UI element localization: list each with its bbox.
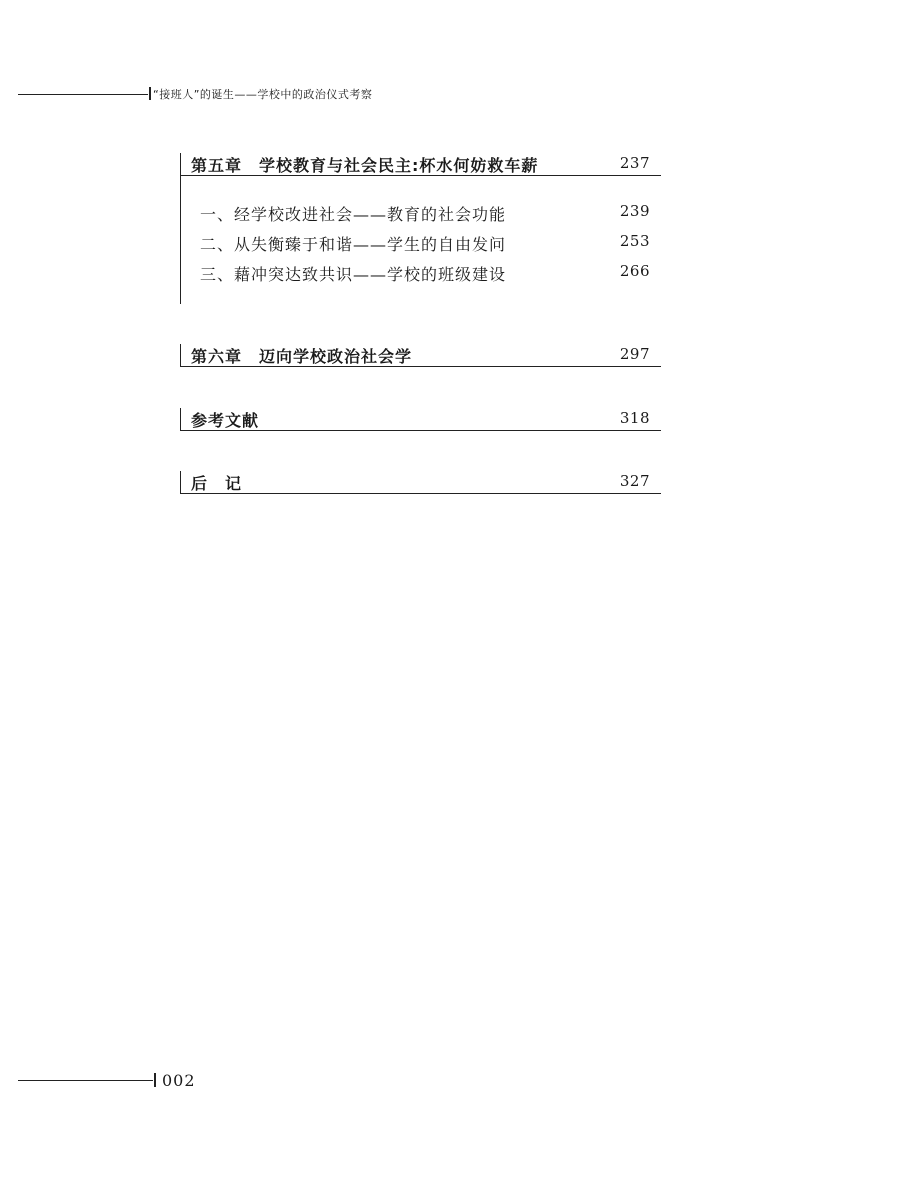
header-rule xyxy=(18,94,148,95)
chapter-page-number: 237 xyxy=(619,154,650,172)
section-page-number: 266 xyxy=(619,262,650,280)
page-folio: 002 xyxy=(162,1071,196,1090)
running-header: “接班人”的诞生——学校中的政治仪式考察 xyxy=(153,88,373,101)
chapter-side-bar xyxy=(180,175,181,304)
chapter-page-number: 318 xyxy=(619,409,650,427)
chapter-page-number: 297 xyxy=(619,345,650,363)
header-tick xyxy=(149,87,151,100)
section-title: 一、经学校改进社会——教育的社会功能 xyxy=(200,205,507,224)
section-title: 三、藉冲突达致共识——学校的班级建设 xyxy=(200,265,507,284)
toc-chapter-6 xyxy=(180,344,661,367)
footer-rule xyxy=(18,1080,153,1081)
section-title: 二、从失衡臻于和谐——学生的自由发问 xyxy=(200,235,507,254)
chapter-heading xyxy=(180,153,661,176)
toc-references xyxy=(180,408,661,431)
chapter-heading xyxy=(180,408,661,431)
toc-section xyxy=(200,262,650,286)
section-page-number: 253 xyxy=(619,232,650,250)
chapter-heading xyxy=(180,344,661,367)
chapter-title: 后 记 xyxy=(191,474,243,493)
chapter-page-number: 327 xyxy=(619,472,650,490)
chapter-title: 第六章 迈向学校政治社会学 xyxy=(191,347,413,366)
chapter-heading xyxy=(180,471,661,494)
chapter-title: 第五章 学校教育与社会民主:杯水何妨救车薪 xyxy=(191,156,539,175)
chapter-title: 参考文献 xyxy=(191,411,260,430)
toc-section xyxy=(200,202,650,226)
toc-postscript xyxy=(180,471,661,494)
toc-chapter-5 xyxy=(180,153,661,284)
toc-section xyxy=(200,232,650,256)
footer-tick xyxy=(154,1073,156,1087)
section-page-number: 239 xyxy=(619,202,650,220)
